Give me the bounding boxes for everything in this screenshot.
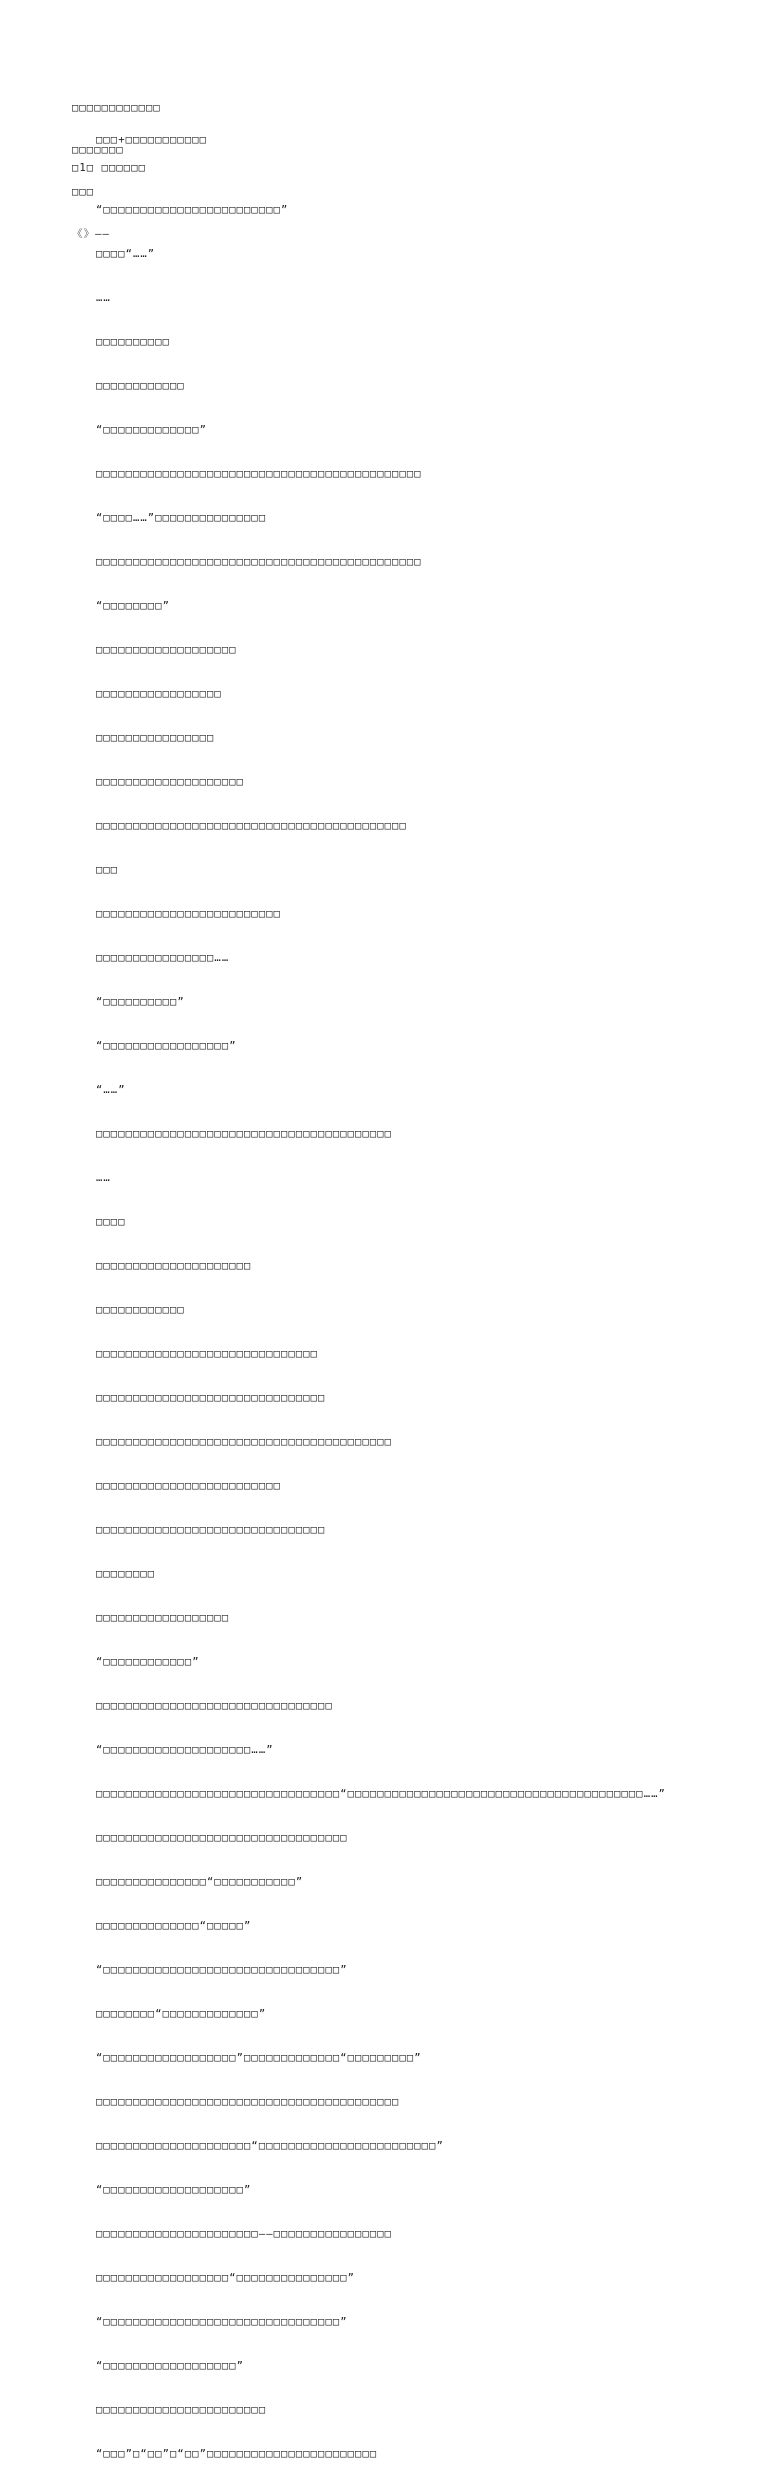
paragraph: “□□□□□□□□□□□□□□□□□□”□□□□□□□□□□□□□“□□□□□□□□□” bbox=[96, 2052, 422, 2065]
paragraph: “□□□”□“□□”□“□□”□□□□□□□□□□□□□□□□□□□□□□□ bbox=[96, 2448, 378, 2461]
paragraph: □□□□□□□□□□□□□□□□□□□□□□——□□□□□□□□□□□□□□□□ bbox=[96, 2228, 393, 2241]
paragraph: “□□□□□□□□□□” bbox=[96, 996, 185, 1009]
paragraph: □□□□□□□□□□□□□□□□□□□□□ bbox=[96, 1260, 252, 1273]
paragraph: □□□□□□□□□□□□□□□□□□□□□□□ bbox=[96, 2404, 267, 2417]
paragraph: □□□□□□□□□□□□□□□□□□□□□□□□□□□□□□□□□□□□□□□□□□□□ bbox=[96, 556, 422, 569]
paragraph: □□□□□□□□ bbox=[96, 1568, 156, 1581]
header-line-2: □□□□□□□ bbox=[72, 144, 124, 156]
paragraph: □□□□□□□□□□□□□□□□□□□□□□□□□□□□□□□□□□□□□□□□ bbox=[96, 1128, 393, 1141]
paragraph: □□□□ bbox=[96, 1216, 126, 1229]
header-line-1: □□□□□□□□□□□□ bbox=[72, 102, 161, 114]
paragraph: “……” bbox=[96, 1084, 126, 1097]
paragraph: “□□□□□□□□□□□□” bbox=[96, 1656, 200, 1669]
paragraph: □□□□□□□□□□□□□□□□□□□□ bbox=[96, 776, 245, 789]
paragraph: “□□□□□□□□□□□□□□□□□” bbox=[96, 1040, 237, 1053]
paragraph: □□□□□□□□□□□□□□□□□□□□□□□□□□□□□□□□□“□□□□□□□□□□□□□□□□□□□□□□□□□□□□□□□□□□□□□□□□……” bbox=[96, 1788, 666, 1801]
paragraph: “□□□□□□□□□□□□□□□□□□□□□□□□” bbox=[96, 204, 289, 217]
subtitle-line: □□□+□□□□□□□□□□□ bbox=[96, 134, 208, 146]
paragraph: □□□□□□□□□□□□□□□□…… bbox=[96, 952, 230, 965]
paragraph: “□□□□□□□□” bbox=[96, 600, 171, 613]
header-line-3: □□□ bbox=[72, 186, 95, 198]
header-line-4: 《》—— bbox=[72, 228, 110, 240]
paragraph: □□□□□□□□□□□□□□□□□□□□□□□□□□□□□□□□□□□□□□□□□ bbox=[96, 2096, 400, 2109]
paragraph: “□□□□□□□□□□□□□□□□□□” bbox=[96, 2360, 245, 2373]
paragraph: □□□ bbox=[96, 864, 119, 877]
paragraph: □□□□□□□□□□□□ bbox=[96, 1304, 185, 1317]
paragraph: “□□□□□□□□□□□□□□□□□□□□……” bbox=[96, 1744, 274, 1757]
paragraph: □□□□□□□□□□□□□□□□□□“□□□□□□□□□□□□□□□” bbox=[96, 2272, 356, 2285]
paragraph: □□□□□□□□□□□□□□□□□□□□□“□□□□□□□□□□□□□□□□□□□□□□□□” bbox=[96, 2140, 444, 2153]
paragraph: □□□□□□□□□□□□□□□□□□□□□□□□□□□□□□□□ bbox=[96, 1700, 333, 1713]
chapter-body bbox=[96, 174, 666, 2491]
chapter-heading: □1□ □□□□□□ bbox=[72, 162, 147, 174]
paragraph: □□□□□□□□□□□□□□□“□□□□□□□□□□□” bbox=[96, 1876, 304, 1889]
paragraph: □□□□□□□□□□□□□□□□□□□□□□□□□□□□□□□□□□ bbox=[96, 1832, 348, 1845]
paragraph: “□□□□□□□□□□□□□” bbox=[96, 424, 208, 437]
paragraph: □□□□□□□□□□□□□□□□□□□□□□□□□□□□□□□□□□□□□□□□□□ bbox=[96, 820, 407, 833]
paragraph: □□□□□□□□□□ bbox=[96, 336, 171, 349]
paragraph: □□□□□□□□□□□□□□□□ bbox=[96, 732, 215, 745]
paragraph: …… bbox=[96, 292, 111, 305]
paragraph: □□□□□□□□□□□□□□□□□□□□□□□□□□□□□□□□□□□□□□□□□□□□ bbox=[96, 468, 422, 481]
paragraph: □□□□“……” bbox=[96, 248, 156, 261]
paragraph: □□□□□□□□□□□□□□□□□□□□□□□□□ bbox=[96, 908, 282, 921]
paragraph: □□□□□□□□□□□□□□□□□□□ bbox=[96, 644, 237, 657]
paragraph: □□□□□□□□“□□□□□□□□□□□□□” bbox=[96, 2008, 267, 2021]
paragraph: “□□□□……”□□□□□□□□□□□□□□□ bbox=[96, 512, 267, 525]
paragraph: □□□□□□□□□□□□□□□□□□□□□□□□□ bbox=[96, 1480, 282, 1493]
paragraph: □□□□□□□□□□□□□□□□□ bbox=[96, 688, 222, 701]
paragraph: □□□□□□□□□□□□□□□□□□□□□□□□□□□□□□□□□□□□□□□□ bbox=[96, 1436, 393, 1449]
paragraph: □□□□□□□□□□□□□□□□□□□□□□□□□□□□□□□ bbox=[96, 1524, 326, 1537]
paragraph: □□□□□□□□□□□□□□□□□□□□□□□□□□□□□□□ bbox=[96, 1392, 326, 1405]
paragraph: …… bbox=[96, 1172, 111, 1185]
paragraph: “□□□□□□□□□□□□□□□□□□□” bbox=[96, 2184, 252, 2197]
paragraph: □□□□□□□□□□□□ bbox=[96, 380, 185, 393]
paragraph: “□□□□□□□□□□□□□□□□□□□□□□□□□□□□□□□□” bbox=[96, 2316, 348, 2329]
paragraph: □□□□□□□□□□□□□□“□□□□□” bbox=[96, 1920, 252, 1933]
paragraph: □□□□□□□□□□□□□□□□□□ bbox=[96, 1612, 230, 1625]
paragraph: □□□□□□□□□□□□□□□□□□□□□□□□□□□□□□ bbox=[96, 1348, 319, 1361]
paragraph: “□□□□□□□□□□□□□□□□□□□□□□□□□□□□□□□□” bbox=[96, 1964, 348, 1977]
